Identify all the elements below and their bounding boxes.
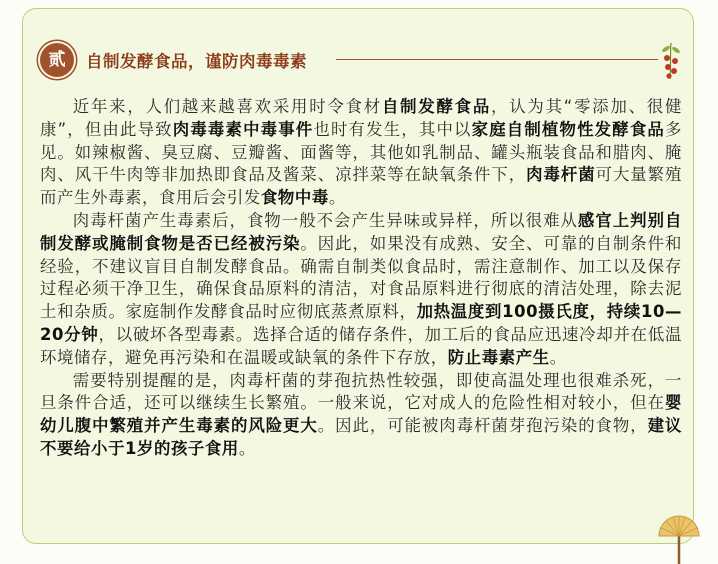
section-header <box>40 43 680 77</box>
paragraph <box>40 210 682 370</box>
text: 多见。如辣椒酱、臭豆腐、豆瓣酱、面酱等，其他如乳制品、罐头瓶装食品和腊肉、腌肉、风干牛肉等非加热即食品及酱菜、凉拌菜等在缺氧条件下， <box>40 119 682 185</box>
text: ，以破坏各型毒素。选择合适的储存条件，加工后的食品应迅速冷却并在低温环境储存，避免再污染和在温暖或缺氧的条件下存放， <box>40 324 682 367</box>
bold-text: 感官上判别自制发酵或腌制食物是否已经被污染 <box>40 210 682 253</box>
bold-text: 肉毒毒素中毒事件 <box>172 119 314 139</box>
title-divider-line <box>336 59 658 60</box>
bold-text: 食物中毒 <box>260 188 329 208</box>
palm-fan-icon <box>656 512 702 564</box>
paragraph <box>40 96 682 210</box>
bold-text: 家庭自制植物性发酵食品 <box>471 119 665 139</box>
text: ，认为其“零添加、很健康”，但由此导致 <box>40 97 682 139</box>
text: 。 <box>549 347 567 367</box>
paragraph <box>40 370 682 461</box>
text: 。因此，如果没有成熟、安全、可靠的自制条件和经验，不建议盲目自制发酵食品。确需自制类似食品时，需注意制作、加工以及保存过程必须干净卫生，确保食品原料的清洁，对食品原料进行彻底的清洁处理，除去泥土和杂质。家庭制作发酵食品时应彻底蒸煮原料， <box>40 233 682 322</box>
bold-text: 建议不要给小于1岁的孩子食用 <box>40 416 682 458</box>
text: 。 <box>328 188 346 208</box>
section-number: 贰 <box>48 50 66 70</box>
text: 。 <box>238 438 256 458</box>
text: 需要特别提醒的是，肉毒杆菌的芽孢抗热性较强，即使高温处理也很难杀死，一旦条件合适，还可以继续生长繁殖。一般来说，它对成人的危险性相对较小，但在 <box>40 370 682 413</box>
text: 近年来，人们越来越喜欢采用时令食材 <box>72 97 382 116</box>
article-body <box>40 96 682 461</box>
text: 。因此，可能被肉毒杆菌芽孢污染的食物， <box>317 416 648 436</box>
text: 也时有发生，其中以 <box>313 119 472 139</box>
section-title: 自制发酵食品，谨防肉毒毒素 <box>86 52 307 71</box>
text: 肉毒杆菌产生毒素后，食物一般不会产生异味或异样，所以很难从 <box>72 210 578 230</box>
bold-text: 自制发酵食品 <box>381 97 492 116</box>
bold-text: 加热温度到100摄氏度，持续10—20分钟 <box>40 302 682 344</box>
bold-text: 婴幼儿腹中繁殖并产生毒素的风险更大 <box>40 393 682 436</box>
text: 可大量繁殖而产生外毒素，食用后会引发 <box>40 165 682 208</box>
bold-text: 防止毒素产生 <box>447 347 550 367</box>
bold-text: 肉毒杆菌 <box>526 165 596 185</box>
berry-sprig-icon <box>658 41 684 81</box>
